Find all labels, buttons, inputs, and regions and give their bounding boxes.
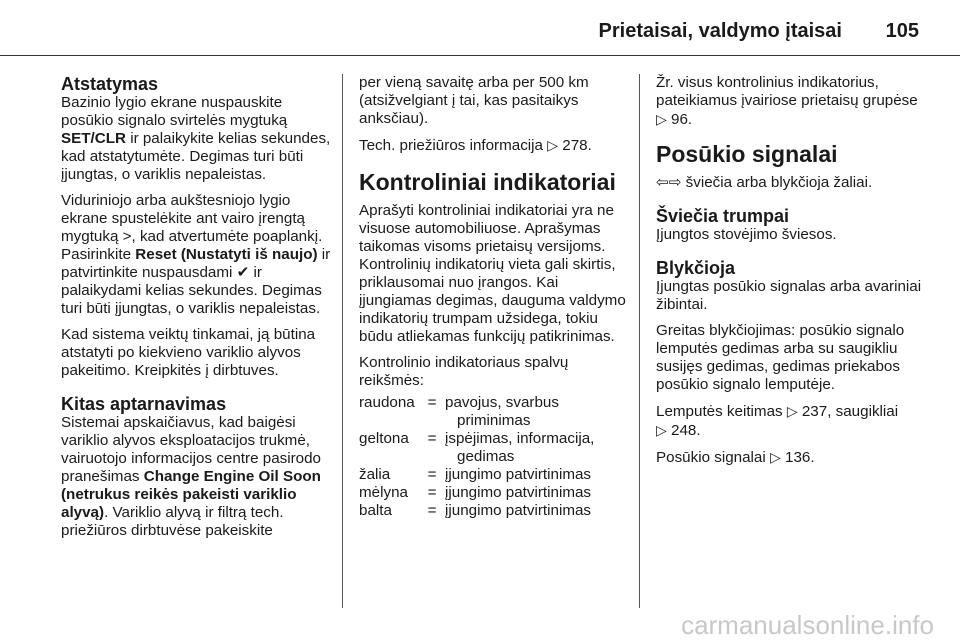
equals-sign: = [427,484,437,501]
column-left [61,74,331,554]
color-meaning [445,484,605,502]
see-all-indicators [656,74,926,129]
turn-signal-arrows-icon: ⇦⇨ [656,174,682,191]
page-ref-arrow-icon: ▷ [656,422,667,438]
color-row [359,502,605,520]
equals-sign: = [427,394,437,411]
color-name: balta [359,502,392,519]
section-reset [61,74,331,380]
turn-signals-paragraph [656,174,926,192]
bulb-reference [656,402,926,440]
lit-briefly-paragraph: Įjungtos stovėjimo šviesos. [656,226,837,243]
page-ref-arrow-icon: ▷ [786,403,798,419]
continued-paragraph: per vieną savaitę arba per 500 km (atsižvelgiant į tai, kas pasitaikys anksčiau). [359,74,589,127]
indicators-paragraph-2: Kontrolinio indikatoriaus spalvų reikšmės: [359,354,569,389]
text: ir palaikydami kelias sekundes. Degimas turi būti įjungtas, o variklis nepaleistas. [61,264,322,317]
reset-paragraph-3: Kad sistema veiktų tinkamai, ją būtina atstatyti po kiekvieno variklio alyvos pakeitimo. Kreipkitės į dirbtuves. [61,326,316,379]
meaning-line-1: pavojus, svarbus [445,394,559,411]
meaning-line-1: įjungimo patvirtinimas [445,466,592,483]
reset-menu-label: Reset (Nustatyti iš naujo) [135,246,318,263]
color-name: raudona [359,394,415,411]
reset-paragraph-2 [61,192,331,318]
column-right [656,74,926,475]
color-meaning [445,430,605,466]
text: Žr. visus kontrolinius indikatorius, pateikiamus įvairiose prietaisų grupėse [656,74,918,109]
section-next-service [61,394,331,540]
meaning-line-1: įjungimo patvirtinimas [445,502,592,519]
equals-sign: = [427,466,437,483]
color-row [359,394,605,430]
text: Tech. priežiūros informacija [359,137,548,154]
text: . Variklio alyvą ir filtrą tech. priežiūros dirbtuvėse pakeiskite [61,504,284,539]
meaning-line-1: įspėjimas, informacija, [445,430,595,447]
flashing-heading: Blykčioja [656,258,736,278]
column-divider-1 [342,74,343,608]
color-name: geltona [359,430,409,447]
color-meaning [445,502,605,520]
page-ref-arrow-icon: ▷ [656,111,667,127]
oil-message-label: Change Engine Oil Soon (netrukus reikės pakeisti variklio alyvą) [61,468,321,521]
service-paragraph [61,414,331,540]
page-number: 105 [885,20,919,42]
tech-info-reference [359,136,629,155]
page-ref: 237, saugikliai [801,403,899,420]
column-middle [359,74,629,520]
checkmark-icon: ✔ [236,264,250,281]
color-name: mėlyna [359,484,408,501]
color-meaning [445,466,605,484]
turn-signal-reference [656,448,926,467]
watermark: carmanualsonline.info [681,610,934,640]
color-name: žalia [359,466,391,483]
service-heading: Kitas aptarnavimas [61,394,227,414]
flashing-paragraph-1: Įjungtas posūkio signalas arba avariniai žibintai. [656,278,922,313]
column-divider-2 [639,74,640,608]
page-ref: 136. [785,449,815,466]
reset-paragraph-1 [61,94,331,184]
page-title: Prietaisai, valdymo įtaisai [598,20,842,42]
text: ir palaikykite kelias sekundes, kad atstatytumėte. Degimas turi būti įjungtas, o variklis nepaleistas. [61,130,331,183]
meaning-line-2: gedimas [457,448,515,465]
text: Sistemai apskaičiavus, kad baigėsi variklio alyvos eksploatacijos trukmė, vairuotojo informacijos centre pasirodo pranešimas [61,414,322,485]
equals-sign: = [427,502,437,519]
page-ref-arrow-icon: ▷ [547,137,559,153]
lit-briefly-heading: Šviečia trumpai [656,206,790,226]
header-divider [0,55,960,56]
text: Lemputės keitimas [656,403,787,420]
page-ref: 96. [671,111,693,128]
text: Bazinio lygio ekrane nuspauskite posūkio signalo svirtelės mygtuką [61,94,288,129]
section-flashing [656,258,926,467]
meaning-line-1: įjungimo patvirtinimas [445,484,592,501]
turn-signals-heading: Posūkio signalai [656,141,838,167]
page-ref: 278. [562,137,592,154]
page-header [0,0,960,60]
indicators-heading: Kontroliniai indikatoriai [359,169,616,195]
flashing-paragraph-2: Greitas blykčiojimas: posūkio signalo lemputės gedimas arba su saugikliu susijęs gedimas, gedimas priekabos posūkio signalo lemputėje. [656,322,905,393]
text: Posūkio signalai [656,449,770,466]
section-lit-briefly [656,206,926,244]
text: Viduriniojo arba aukštesniojo lygio ekrane spustelėkite ant vairo įrengtą mygtuką [61,192,305,245]
indicators-paragraph-1: Aprašyti kontroliniai indikatoriai yra ne visuose automobiliuose. Aprašymas taikomas visoms prietaisų versijoms. Kontrolinių indikatorių vieta gali skirtis, priklausomai nuo įrangos. Kai įjungiamas degimas, dauguma valdymo indikatorių trumpam užsidega, tokiu būdu atliekamas funkcijų patikrinimas. [359,202,626,345]
set-clr-button-label: SET/CLR [61,130,126,147]
chevron-right-icon: > [122,228,132,245]
color-row [359,466,605,484]
text: šviečia arba blykčioja žaliai. [681,174,873,191]
text: , kad atvertumėte poaplankį. Pasirinkite [61,228,323,263]
color-row [359,430,605,466]
reset-heading: Atstatymas [61,74,159,94]
color-meaning-table [359,394,605,520]
color-meaning [445,394,605,430]
text: ir patvirtinkite nuspausdami [61,246,331,281]
equals-sign: = [427,430,437,447]
page-ref: 248. [671,422,701,439]
meaning-line-2: priminimas [457,412,531,429]
page-ref-arrow-icon: ▷ [769,449,781,465]
color-row [359,484,605,502]
